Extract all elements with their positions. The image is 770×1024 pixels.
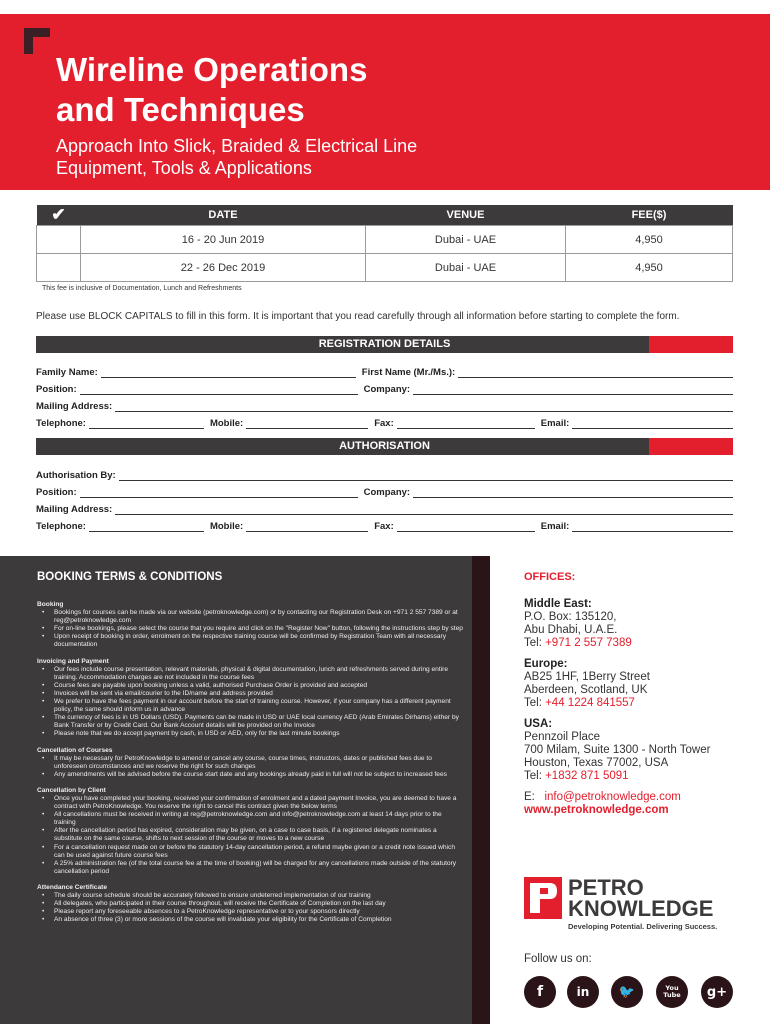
date-header: DATE bbox=[81, 205, 366, 226]
terms-section-heading: Attendance Certificate bbox=[37, 883, 107, 891]
fee-note: This fee is inclusive of Documentation, Lunch and Refreshments bbox=[42, 285, 242, 292]
mobile-label: Mobile: bbox=[209, 418, 244, 429]
authorisation-row-position bbox=[36, 484, 733, 498]
authorisation-by-field[interactable] bbox=[119, 471, 733, 481]
office-europe bbox=[524, 658, 764, 710]
offices-heading: OFFICES: bbox=[524, 571, 576, 583]
family-name-field[interactable] bbox=[101, 368, 356, 378]
date-cell: 22 - 26 Dec 2019 bbox=[81, 254, 366, 282]
phone-link[interactable]: +1832 871 5091 bbox=[545, 770, 629, 782]
region-label: USA: bbox=[524, 718, 553, 730]
address-line: Aberdeen, Scotland, UK bbox=[524, 684, 648, 696]
page-subtitle: Approach Into Slick, Braided & Electrical Line Equipment, Tools & Applications bbox=[56, 136, 418, 178]
address-line: 700 Milam, Suite 1300 - North Tower bbox=[524, 744, 711, 756]
list-item: • An absence of three (3) or more sessions of the course will invalidate your eligibility for the Certificate of Completion bbox=[37, 916, 465, 924]
auth-mailing-address-label: Mailing Address: bbox=[36, 504, 113, 515]
auth-mobile-label: Mobile: bbox=[209, 521, 244, 532]
venue-cell: Dubai - UAE bbox=[366, 226, 566, 254]
authorisation-row-contact bbox=[36, 518, 733, 532]
terms-section-heading: Invoicing and Payment bbox=[37, 657, 109, 665]
list-item: • For on-line bookings, please select the course that you require and click on the "Register Now" button, following the instructions step by step bbox=[37, 625, 465, 633]
authorisation-by-label: Authorisation By: bbox=[36, 470, 116, 481]
registration-row-position bbox=[36, 381, 733, 395]
registration-row-contact bbox=[36, 415, 733, 429]
email-label: Email: bbox=[540, 418, 570, 429]
auth-position-label: Position: bbox=[36, 487, 77, 498]
terms-list bbox=[37, 892, 465, 924]
corner-bracket-icon bbox=[24, 28, 50, 54]
checkmark-icon: ✔ bbox=[37, 205, 81, 226]
list-item: • A 25% administration fee (of the total course fee at the time of booking) will be charged for any cancellations made outside of the statutory cancellation period bbox=[37, 860, 465, 876]
fax-label: Fax: bbox=[374, 418, 394, 429]
region-label: Europe: bbox=[524, 658, 568, 670]
fax-field[interactable] bbox=[397, 419, 535, 429]
tel-label: Tel: bbox=[524, 637, 546, 649]
list-item: • Course fees are payable upon booking unless a valid, authorised Purchase Order is provided and accepted bbox=[37, 682, 465, 690]
auth-company-label: Company: bbox=[363, 487, 411, 498]
address-line: Houston, Texas 77002, USA bbox=[524, 757, 669, 769]
region-label: Middle East: bbox=[524, 598, 592, 610]
auth-mailing-address-field[interactable] bbox=[115, 505, 733, 515]
fee-cell: 4,950 bbox=[566, 254, 733, 282]
auth-telephone-field[interactable] bbox=[89, 522, 204, 532]
logo-mark-icon bbox=[524, 877, 562, 919]
terms-section-heading: Cancellation of Courses bbox=[37, 746, 113, 754]
fee-header: FEE($) bbox=[566, 205, 733, 226]
auth-email-field[interactable] bbox=[572, 522, 733, 532]
terms-accent-bar bbox=[472, 556, 490, 1024]
list-item: • For a cancellation request made on or before the statutory 14-day cancellation period, a refund maybe given or a credit note issued which can be used against future course fees bbox=[37, 844, 465, 860]
linkedin-icon[interactable]: in bbox=[567, 976, 599, 1008]
list-item: • The currency of fees is in US Dollars (USD). Payments can be made in USD or UAE local currency AED (Arab Emirates Dirhams) either by Bank Transfer or by Credit Card. Our Bank Account details will be provided on the Invoice bbox=[37, 714, 465, 730]
terms-section-heading: Cancellation by Client bbox=[37, 786, 106, 794]
address-line: Pennzoil Place bbox=[524, 731, 601, 743]
list-item: • The daily course schedule should be accurately followed to ensure undeterred implementation of our training bbox=[37, 892, 465, 900]
telephone-label: Telephone: bbox=[36, 418, 86, 429]
mailing-address-label: Mailing Address: bbox=[36, 401, 113, 412]
table-row bbox=[37, 254, 733, 282]
list-item: • Please report any foreseeable absences to a PetroKnowledge representative or to your sponsors directly bbox=[37, 908, 465, 916]
logo-tagline: Developing Potential. Delivering Success. bbox=[568, 922, 718, 931]
mailing-address-field[interactable] bbox=[115, 402, 733, 412]
address-line: Abu Dhabi, U.A.E. bbox=[524, 624, 618, 636]
follow-label: Follow us on: bbox=[524, 953, 592, 965]
list-item: • It may be necessary for PetroKnowledge to amend or cancel any course, course times, instructors, dates or published fees due to unforeseen circumstances and we reserve the right for such changes bbox=[37, 755, 465, 771]
row-select-checkbox[interactable] bbox=[37, 226, 81, 254]
auth-position-field[interactable] bbox=[80, 488, 358, 498]
tel-label: Tel: bbox=[524, 697, 546, 709]
auth-company-field[interactable] bbox=[413, 488, 733, 498]
position-field[interactable] bbox=[80, 385, 358, 395]
authorisation-row-by bbox=[36, 467, 733, 481]
petroknowledge-logo bbox=[524, 877, 744, 937]
fee-cell: 4,950 bbox=[566, 226, 733, 254]
authorisation-section-title: AUTHORISATION bbox=[339, 440, 430, 452]
list-item: • Please note that we do accept payment by cash, in USD or AED, only for the last minute bookings bbox=[37, 730, 465, 738]
registration-section-title: REGISTRATION DETAILS bbox=[318, 338, 451, 350]
registration-row-address bbox=[36, 398, 733, 412]
schedule-table bbox=[36, 205, 733, 282]
offices-block bbox=[524, 571, 764, 817]
page-title: Wireline Operations and Techniques bbox=[56, 51, 368, 128]
terms-section-heading: Booking bbox=[37, 601, 64, 608]
first-name-label: First Name (Mr./Ms.): bbox=[361, 367, 456, 378]
venue-header: VENUE bbox=[366, 205, 566, 226]
list-item: • Any amendments will be advised before the course start date and any bookings already paid in full will not be subject to increased fees bbox=[37, 771, 465, 779]
terms-list bbox=[37, 609, 465, 649]
company-label: Company: bbox=[363, 384, 411, 395]
list-item: • All delegates, who participated in their course throughout, will receive the Certificate of Completion on the last day bbox=[37, 900, 465, 908]
list-item: • Upon receipt of booking in order, enrolment on the respective training course will be confirmed by Registration Team with all necessary documentation bbox=[37, 633, 465, 649]
address-line: P.O. Box: 135120, bbox=[524, 611, 617, 623]
list-item: • After the cancellation period has expired, consideration may be given, on a case to case basis, if a registered delegate nominates a substitute on the same course, shifts to next session of the course or moves to a new course bbox=[37, 827, 465, 843]
website-link[interactable]: www.petroknowledge.com bbox=[524, 804, 669, 816]
list-item: • All cancellations must be received in writing at reg@petroknowledge.com and info@petroknowledge.com at least 14 days prior to the training bbox=[37, 811, 465, 827]
auth-fax-field[interactable] bbox=[397, 522, 535, 532]
tel-label: Tel: bbox=[524, 770, 546, 782]
terms-title: BOOKING TERMS & CONDITIONS bbox=[37, 571, 223, 583]
list-item: • Our fees include course presentation, relevant materials, physical & digital documentation, lunch and refreshments served during entire training. Accommodation charges are not included in the course fees bbox=[37, 666, 465, 682]
phone-link[interactable]: +44 1224 841557 bbox=[545, 697, 635, 709]
terms-list bbox=[37, 755, 465, 779]
registration-row-name bbox=[36, 364, 733, 378]
registration-section-bar bbox=[36, 336, 733, 353]
mobile-field[interactable] bbox=[246, 419, 368, 429]
auth-telephone-label: Telephone: bbox=[36, 521, 86, 532]
logo-wordmark: PETRO KNOWLEDGE bbox=[568, 875, 714, 921]
office-middle-east bbox=[524, 598, 764, 650]
auth-email-label: Email: bbox=[540, 521, 570, 532]
auth-mobile-field[interactable] bbox=[246, 522, 368, 532]
auth-fax-label: Fax: bbox=[374, 521, 394, 532]
row-select-checkbox[interactable] bbox=[37, 254, 81, 282]
date-cell: 16 - 20 Jun 2019 bbox=[81, 226, 366, 254]
table-row bbox=[37, 226, 733, 254]
authorisation-section-bar bbox=[36, 438, 733, 455]
position-label: Position: bbox=[36, 384, 77, 395]
terms-list bbox=[37, 666, 465, 739]
email-field[interactable] bbox=[572, 419, 733, 429]
venue-cell: Dubai - UAE bbox=[366, 254, 566, 282]
phone-link[interactable]: +971 2 557 7389 bbox=[545, 637, 632, 649]
email-label: E: bbox=[524, 791, 535, 803]
list-item: • Bookings for courses can be made via our website (petroknowledge.com) or by contacting our Registration Desk on +971 2 557 7389 or at reg@petroknowledge.com bbox=[37, 609, 465, 625]
terms-body bbox=[37, 598, 465, 924]
address-line: AB25 1HF, 1Berry Street bbox=[524, 671, 650, 683]
family-name-label: Family Name: bbox=[36, 367, 98, 378]
telephone-field[interactable] bbox=[89, 419, 204, 429]
terms-list bbox=[37, 795, 465, 876]
first-name-field[interactable] bbox=[458, 368, 733, 378]
form-instructions: Please use BLOCK CAPITALS to fill in this form. It is important that you read carefully through all information before starting to complete the form. bbox=[36, 311, 680, 322]
list-item: • Once you have completed your booking, received your confirmation of enrolment and a dated payment Invoice, you are deemed to have a contract with PetroKnowledge. You reserve the right to cancel this contract given the below terms bbox=[37, 795, 465, 811]
twitter-icon[interactable]: 🐦 bbox=[611, 976, 643, 1008]
google-plus-icon[interactable]: g+ bbox=[701, 976, 733, 1008]
office-usa bbox=[524, 718, 764, 783]
facebook-icon[interactable]: f bbox=[524, 976, 556, 1008]
list-item: • Invoices will be sent via email/courier to the ID/name and address provided bbox=[37, 690, 465, 698]
email-link[interactable]: info@petroknowledge.com bbox=[544, 791, 681, 803]
schedule-header-row bbox=[37, 205, 733, 226]
list-item: • We prefer to have the fees payment in our account before the start of training course. However, if your company has a different payment policy, the same should inform us in advance bbox=[37, 698, 465, 714]
youtube-icon[interactable]: You Tube bbox=[656, 976, 688, 1008]
authorisation-row-address bbox=[36, 501, 733, 515]
company-field[interactable] bbox=[413, 385, 733, 395]
